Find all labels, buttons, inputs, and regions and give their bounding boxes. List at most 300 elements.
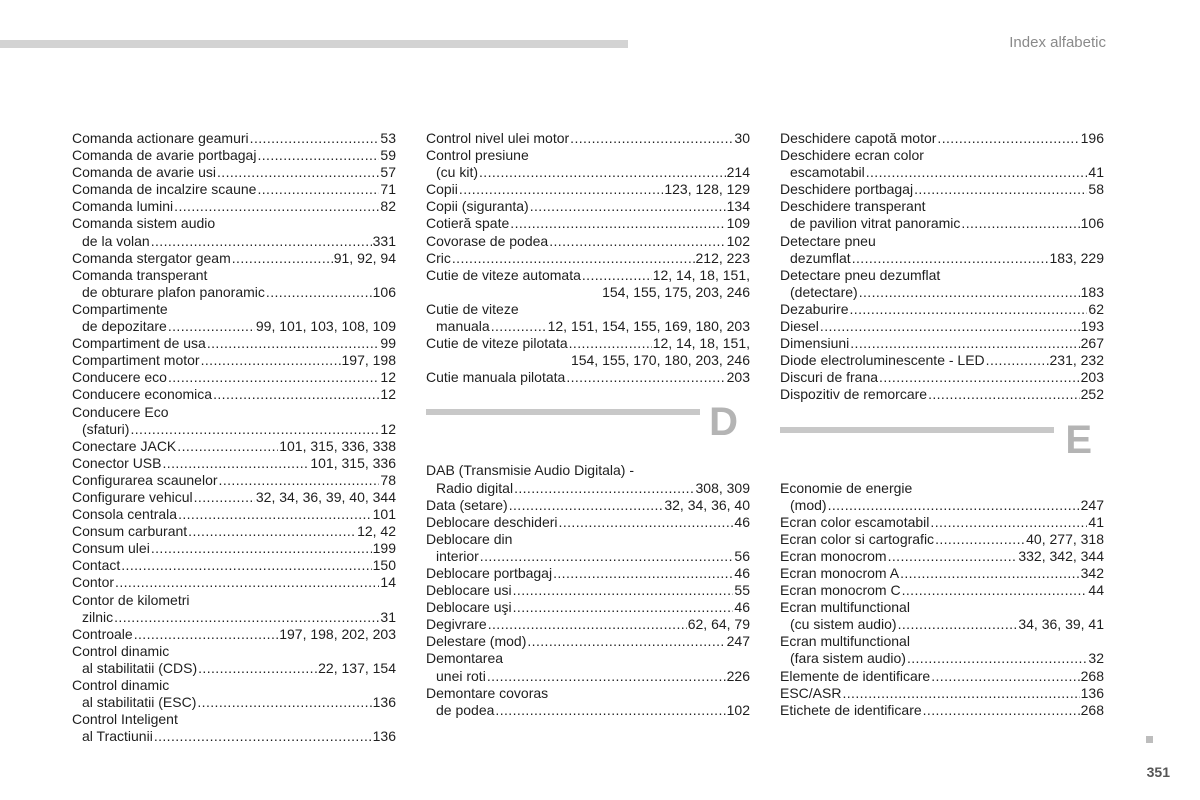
index-pages: 101, 315, 336 (310, 454, 396, 471)
dot-leader (986, 352, 1049, 369)
index-term: Conector USB (72, 454, 162, 471)
dot-leader (570, 130, 733, 147)
index-entry (72, 574, 396, 591)
index-term: Diesel (780, 318, 819, 335)
index-column-1 (72, 130, 396, 745)
index-entry (426, 548, 750, 565)
index-term: Control nivel ulei motor (426, 130, 570, 146)
index-term: escamotabil (790, 164, 865, 181)
index-entry (72, 147, 396, 164)
index-term: Demontarea (426, 650, 504, 667)
index-term: Contact (72, 557, 121, 574)
index-entry (780, 650, 1104, 667)
dot-leader (842, 685, 1079, 702)
index-entry (72, 523, 396, 540)
dot-leader (559, 514, 734, 531)
index-pages: 196 (1080, 130, 1104, 146)
index-term: Comanda de incalzire scaune (72, 181, 257, 198)
index-term: Dezaburire (780, 300, 849, 317)
index-pages: 59 (380, 147, 396, 164)
index-pages: 12 (380, 369, 396, 386)
index-pages: 267 (1080, 335, 1104, 352)
index-term: Control presiune (426, 147, 529, 164)
index-term: Configurarea scaunelor (72, 471, 218, 488)
dot-leader (937, 130, 1079, 147)
dot-leader (487, 668, 726, 685)
index-pages: 183, 229 (1049, 249, 1104, 266)
dot-leader (250, 130, 380, 147)
index-entry (426, 685, 750, 702)
index-pages: 34, 36, 39, 41 (1018, 616, 1104, 633)
index-term: Deblocare uşi (426, 599, 512, 616)
dot-leader (134, 626, 279, 643)
index-pages: 197, 198 (341, 352, 396, 369)
dot-leader (849, 301, 1087, 318)
dot-leader (879, 369, 1080, 386)
index-entry (780, 599, 1104, 616)
section-header-d (426, 400, 750, 462)
dot-leader (549, 233, 725, 250)
index-entry (780, 685, 1104, 702)
index-pages: 212, 223 (695, 249, 750, 266)
index-entry (780, 352, 1104, 369)
dot-leader (154, 728, 372, 745)
index-pages: 62 (1088, 300, 1104, 317)
index-pages: 136 (372, 728, 396, 745)
index-entry (780, 369, 1104, 386)
index-term: Conducere economica (72, 386, 213, 403)
index-entry (426, 147, 750, 164)
index-term: Compartimente (72, 300, 168, 317)
index-entry (780, 301, 1104, 318)
index-entry (780, 130, 1104, 147)
index-term: Data (setare) (426, 496, 508, 513)
index-term: Etichete de identificare (780, 701, 922, 718)
dot-leader (530, 198, 726, 215)
index-pages: 22, 137, 154 (318, 659, 396, 676)
index-entry (72, 438, 396, 455)
index-term: ESC/ASR (780, 684, 842, 701)
index-entry (426, 480, 750, 497)
dot-leader (553, 565, 733, 582)
dot-leader (479, 164, 726, 181)
index-pages: 197, 198, 202, 203 (279, 625, 396, 642)
index-entry (72, 386, 396, 403)
dot-leader (931, 668, 1079, 685)
index-term: DAB (Transmisie Audio Digitala) - (426, 462, 634, 479)
index-entry (72, 643, 396, 660)
index-pages: 226 (726, 667, 750, 684)
index-pages: 14 (380, 574, 396, 591)
dot-leader (207, 335, 380, 352)
index-term: Cutie de viteze automata (426, 266, 581, 283)
index-entry (426, 130, 750, 147)
index-entry (72, 215, 396, 232)
index-pages: 58 (1088, 181, 1104, 198)
index-term: al stabilitatii (CDS) (82, 659, 198, 676)
index-entry (72, 472, 396, 489)
index-term: al Tractiunii (82, 728, 153, 745)
index-term: Comanda sistem audio (72, 215, 216, 232)
index-entry (426, 352, 750, 369)
dot-leader (115, 574, 379, 591)
index-pages: 41 (1088, 513, 1104, 530)
index-entry (780, 702, 1104, 719)
index-entry (426, 616, 750, 633)
index-entry (72, 250, 396, 267)
index-pages: 106 (1080, 215, 1104, 232)
index-term: Comanda actionare geamuri (72, 130, 249, 146)
section-letter: E (1065, 417, 1092, 462)
index-pages: 53 (380, 130, 396, 146)
dot-leader (114, 609, 379, 626)
index-entry (780, 250, 1104, 267)
index-term: Ecran monocrom A (780, 564, 900, 581)
dot-leader (219, 472, 380, 489)
index-entry (72, 592, 396, 609)
index-term: manuala (436, 318, 490, 335)
index-entry (780, 147, 1104, 164)
index-entry (780, 582, 1104, 599)
index-term: Ecran multifunctional (780, 633, 910, 650)
index-term: Deschidere ecran color (780, 147, 924, 164)
index-term: Cutie de viteze (426, 300, 519, 317)
index-term: Contor (72, 574, 115, 591)
index-entry (780, 318, 1104, 335)
index-entry (426, 250, 750, 267)
index-pages: 62, 64, 79 (687, 616, 750, 633)
index-term: Cotieră spate (426, 215, 510, 232)
index-pages: 30 (734, 130, 750, 146)
index-entry (780, 616, 1104, 633)
dot-leader (151, 233, 372, 250)
index-term: Contor de kilometri (72, 591, 190, 608)
index-column-2 (426, 130, 750, 719)
dot-leader (151, 540, 372, 557)
section-header-e (780, 417, 1104, 480)
index-entry (780, 668, 1104, 685)
index-entry (780, 267, 1104, 284)
index-entry (426, 582, 750, 599)
dot-leader (178, 506, 372, 523)
index-pages: 183 (1080, 283, 1104, 300)
dot-leader (459, 181, 663, 198)
index-pages: 331 (372, 232, 396, 249)
index-term: Ecran color escamotabil (780, 513, 930, 530)
dot-leader (168, 369, 379, 386)
dot-leader (820, 318, 1080, 335)
index-pages: 91, 92, 94 (333, 249, 396, 266)
index-pages: 134 (726, 198, 750, 215)
index-term: Detectare pneu dezumflat (780, 266, 941, 283)
index-pages: 71 (380, 181, 396, 198)
index-pages: 41 (1088, 164, 1104, 181)
index-term: (mod) (790, 496, 827, 513)
dot-leader (898, 616, 1018, 633)
index-term: Ecran color si cartografic (780, 530, 935, 547)
index-entry (426, 599, 750, 616)
index-term: 154, 155, 175, 203, 246 (602, 283, 750, 300)
index-entry (426, 497, 750, 514)
index-term: Configurare vehicul (72, 488, 193, 505)
index-term: Ecran multifunctional (780, 599, 910, 616)
index-term: Demontare covoras (426, 684, 549, 701)
index-entry (72, 318, 396, 335)
index-entry (426, 650, 750, 667)
index-pages: 46 (734, 564, 750, 581)
index-term: Control dinamic (72, 677, 170, 693)
index-pages: 231, 232 (1049, 352, 1104, 369)
index-entry (780, 514, 1104, 531)
index-term: Covorase de podea (426, 232, 549, 249)
index-entry (72, 369, 396, 386)
index-term: Control dinamic (72, 642, 170, 659)
dot-leader (961, 215, 1079, 232)
index-term: Elemente de identificare (780, 667, 931, 684)
index-term: Cutie manuala pilotata (426, 369, 566, 386)
index-pages: 12, 14, 18, 151, (652, 266, 750, 283)
index-entry (72, 198, 396, 215)
index-pages: 193 (1080, 318, 1104, 335)
dot-leader (217, 164, 379, 181)
index-entry (426, 531, 750, 548)
index-pages: 109 (726, 215, 750, 232)
dot-leader (930, 514, 1087, 531)
index-term: Economie de energie (780, 479, 913, 496)
index-entry (72, 557, 396, 574)
index-entry (780, 181, 1104, 198)
dot-leader (197, 694, 371, 711)
index-entry (780, 233, 1104, 250)
dot-leader (859, 284, 1080, 301)
index-term: Cutie de viteze pilotata (426, 335, 568, 352)
index-pages: 342 (1080, 564, 1104, 581)
index-term: Comanda lumini (72, 198, 174, 215)
page-number: 351 (1146, 764, 1170, 780)
index-entry (426, 198, 750, 215)
index-term: Dispozitiv de remorcare (780, 386, 928, 403)
index-entry (426, 164, 750, 181)
dot-leader (514, 480, 694, 497)
index-term: de la volan (82, 232, 150, 249)
index-term: Ecran monocrom (780, 547, 887, 564)
index-pages: 99, 101, 103, 108, 109 (255, 318, 396, 335)
index-pages: 123, 128, 129 (664, 181, 750, 198)
dot-leader (194, 489, 255, 506)
index-term: Radio digital (436, 479, 514, 496)
index-pages: 32, 34, 36, 39, 40, 344 (255, 488, 396, 505)
index-pages: 31 (380, 608, 396, 625)
index-entry (426, 318, 750, 335)
index-pages: 82 (380, 198, 396, 215)
dot-leader (509, 497, 664, 514)
index-term: Consum carburant (72, 523, 188, 540)
index-pages: 102 (726, 701, 750, 718)
dot-leader (510, 215, 725, 232)
dot-leader (488, 616, 687, 633)
index-pages: 101 (372, 506, 396, 523)
index-pages: 46 (734, 599, 750, 616)
index-entry (72, 455, 396, 472)
index-term: Compartiment motor (72, 352, 200, 369)
index-term: Deschidere portbagaj (780, 181, 914, 198)
index-entry (426, 702, 750, 719)
header-bar (0, 40, 628, 48)
index-pages: 247 (1080, 496, 1104, 513)
index-pages: 32 (1088, 650, 1104, 667)
dot-leader (569, 335, 652, 352)
index-pages: 12, 42 (357, 523, 396, 540)
index-term: dezumflat (790, 249, 851, 266)
index-entry (72, 404, 396, 421)
index-pages: 57 (380, 164, 396, 181)
index-entry (780, 386, 1104, 403)
dot-leader (852, 250, 1049, 267)
index-entry (780, 480, 1104, 497)
index-pages: 247 (726, 633, 750, 650)
index-pages: 12, 151, 154, 155, 169, 180, 203 (547, 318, 750, 335)
index-term: Copii (426, 181, 458, 198)
index-entry (72, 284, 396, 301)
index-term: interior (436, 547, 479, 564)
dot-leader (213, 386, 379, 403)
dot-leader (914, 181, 1087, 198)
dot-leader (935, 531, 1025, 548)
index-term: Delestare (mod) (426, 633, 527, 650)
index-pages: 12, 14, 18, 151, (652, 335, 750, 352)
index-entry (72, 711, 396, 728)
dot-leader (480, 548, 734, 565)
index-entry (72, 130, 396, 147)
dot-leader (266, 284, 372, 301)
dot-leader (866, 164, 1088, 181)
index-term: Deblocare portbagaj (426, 564, 553, 581)
index-pages: 55 (734, 582, 750, 599)
index-pages: 32, 34, 36, 40 (664, 496, 750, 513)
index-term: Diode electroluminescente - LED (780, 352, 985, 369)
index-term: Discuri de frana (780, 369, 879, 386)
index-pages: 56 (734, 547, 750, 564)
index-pages: 199 (372, 540, 396, 557)
index-entry (426, 633, 750, 650)
index-entry (72, 335, 396, 352)
index-pages: 150 (372, 557, 396, 574)
index-pages: 268 (1080, 701, 1104, 718)
index-pages: 78 (380, 471, 396, 488)
index-term: de obturare plafon panoramic (82, 283, 265, 300)
index-term: Deschidere transperant (780, 198, 926, 215)
index-pages: 136 (1080, 684, 1104, 701)
index-term: unei roti (436, 667, 486, 684)
dot-leader (452, 250, 695, 267)
index-pages: 332, 342, 344 (1018, 547, 1104, 564)
dot-leader (257, 181, 379, 198)
index-entry (426, 233, 750, 250)
index-entry (780, 215, 1104, 232)
dot-leader (177, 438, 278, 455)
index-entry (780, 531, 1104, 548)
dot-leader (828, 497, 1080, 514)
index-term: Comanda transperant (72, 266, 208, 283)
index-term: Deblocare deschideri (426, 513, 558, 530)
index-pages: 102 (726, 232, 750, 249)
index-pages: 268 (1080, 667, 1104, 684)
index-column-3 (780, 130, 1104, 719)
index-term: Dimensiuni (780, 335, 850, 352)
index-term: Detectare pneu (780, 232, 876, 249)
dot-leader (900, 565, 1080, 582)
dot-leader (495, 702, 725, 719)
index-term: de pavilion vitrat panoramic (790, 215, 961, 232)
index-entry (72, 540, 396, 557)
index-entry (426, 514, 750, 531)
index-term: Ecran monocrom C (780, 582, 901, 599)
dot-leader (923, 702, 1080, 719)
index-pages: 44 (1088, 582, 1104, 599)
index-term: Conectare JACK (72, 437, 177, 454)
footer-marker (1146, 736, 1153, 743)
index-entry (72, 352, 396, 369)
index-entry (72, 267, 396, 284)
dot-leader (121, 557, 371, 574)
dot-leader (174, 198, 379, 215)
index-entry (72, 609, 396, 626)
index-term: Comanda stergator geam (72, 249, 231, 266)
index-pages: 308, 309 (695, 479, 750, 496)
dot-leader (232, 250, 333, 267)
index-term: Control Inteligent (72, 711, 178, 728)
index-pages: 40, 277, 318 (1026, 530, 1104, 547)
dot-leader (566, 369, 725, 386)
dot-leader (198, 660, 317, 677)
index-term: Comanda de avarie usi (72, 164, 216, 181)
index-entry (426, 267, 750, 284)
index-term: de podea (436, 701, 495, 718)
index-entry (780, 335, 1104, 352)
index-term: de depozitare (82, 318, 167, 335)
index-entry (72, 181, 396, 198)
index-term: Conducere Eco (72, 403, 169, 420)
index-pages: 99 (380, 335, 396, 352)
index-pages: 203 (726, 369, 750, 386)
index-term: Deschidere capotă motor (780, 130, 937, 146)
index-term: zilnic (82, 608, 114, 625)
index-entry (426, 181, 750, 198)
index-entry (72, 421, 396, 438)
index-term: (sfaturi) (82, 420, 130, 437)
dot-leader (513, 582, 734, 599)
dot-leader (257, 147, 379, 164)
index-entry (72, 626, 396, 643)
dot-leader (850, 335, 1079, 352)
index-entry (72, 164, 396, 181)
section-letter: D (709, 400, 738, 445)
index-entry (72, 301, 396, 318)
index-term: (cu sistem audio) (790, 616, 897, 633)
dot-leader (513, 599, 734, 616)
index-term: Copii (siguranta) (426, 198, 529, 215)
index-entry (72, 728, 396, 745)
index-term: (cu kit) (436, 164, 478, 181)
dot-leader (188, 523, 356, 540)
index-entry (426, 335, 750, 352)
index-entry (426, 668, 750, 685)
dot-leader (907, 650, 1087, 667)
dot-leader (582, 267, 652, 284)
dot-leader (888, 548, 1018, 565)
index-term: Consum ulei (72, 540, 150, 557)
index-term: Conducere eco (72, 369, 167, 386)
